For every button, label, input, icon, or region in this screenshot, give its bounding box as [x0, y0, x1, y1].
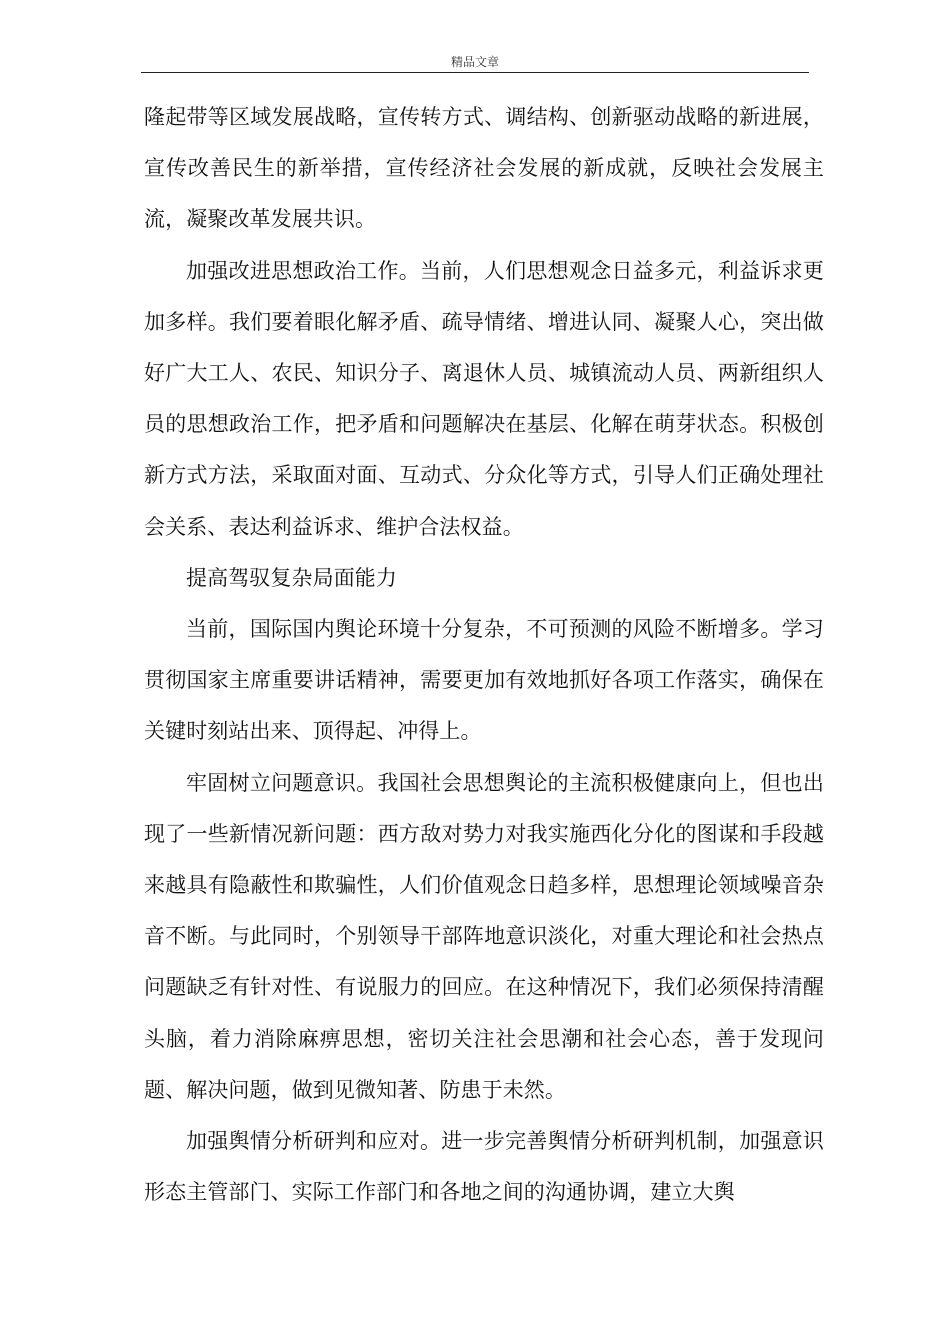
paragraph-public-opinion: 加强舆情分析研判和应对。进一步完善舆情分析研判机制，加强意识形态主管部门、实际工作部门和各地之间的沟通协调，建立大舆 — [144, 1129, 824, 1205]
page-header: 精品文章 — [141, 56, 809, 73]
paragraph-problem-awareness: 牢固树立问题意识。我国社会思想舆论的主流积极健康向上，但也出现了一些新情况新问题：西方敌对势力对我实施西化分化的图谋和手段越来越具有隐蔽性和欺骗性，人们价值观念日趋多样，思想理论领域噪音杂音不断。与此同时，个别领导干部阵地意识淡化，对重大理论和社会热点问题缺乏有针对性、有说服力的回应。在这种情况下，我们必须保持清醒头脑，着力消除麻痹思想，密切关注社会思潮和社会心态，善于发现问题、解决问题，做到见微知著、防患于未然。 — [144, 770, 824, 1102]
document-body — [144, 92, 824, 1218]
paragraph-complex-situation: 当前，国际国内舆论环境十分复杂，不可预测的风险不断增多。学习贯彻国家主席重要讲话精神，需要更加有效地抓好各项工作落实，确保在关键时刻站出来、顶得起、冲得上。 — [144, 617, 824, 744]
section-heading: 提高驾驭复杂局面能力 — [186, 565, 397, 590]
paragraph-continuation: 隆起带等区域发展战略，宣传转方式、调结构、创新驱动战略的新进展，宣传改善民生的新举措，宣传经济社会发展的新成就，反映社会发展主流，凝聚改革发展共识。 — [144, 105, 824, 232]
paragraph-political-work: 加强改进思想政治工作。当前，人们思想观念日益多元，利益诉求更加多样。我们要着眼化解矛盾、疏导情绪、增进认同、凝聚人心，突出做好广大工人、农民、知识分子、离退休人员、城镇流动人员、两新组织人员的思想政治工作，把矛盾和问题解决在基层、化解在萌芽状态。积极创新方式方法，采取面对面、互动式、分众化等方式，引导人们正确处理社会关系、表达利益诉求、维护合法权益。 — [144, 258, 824, 539]
